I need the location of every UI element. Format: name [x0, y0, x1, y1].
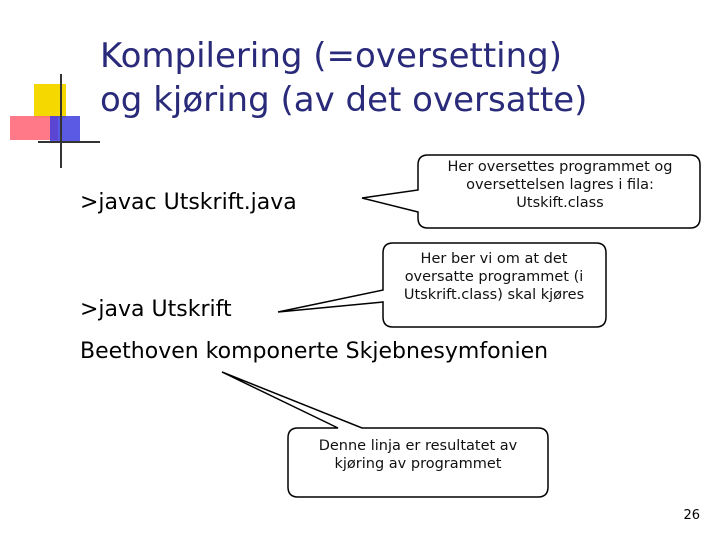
callout-result-shape [222, 372, 548, 497]
callout-result-line-2: kjøring av programmet [334, 456, 502, 472]
slide-title-line-2: og kjøring (av det oversatte) [100, 80, 588, 120]
callout-compile [420, 158, 700, 212]
javac-command: >javac Utskrift.java [80, 190, 297, 215]
callout-result-line-1: Denne linja er resultatet av [318, 438, 518, 454]
page-number: 26 [683, 508, 700, 523]
callout-result [290, 437, 546, 473]
callout-compile-line-1: Her oversettes programmet og [447, 159, 673, 175]
java-command: >java Utskrift [80, 297, 232, 322]
callout-run [384, 250, 604, 304]
slide-title-line-1: Kompilering (=oversetting) [100, 36, 562, 76]
callout-compile-line-3: Utskift.class [516, 195, 604, 211]
callout-compile-line-2: oversettelsen lagres i fila: [466, 177, 654, 193]
callout-run-line-2: oversatte programmet (i [404, 269, 584, 285]
callout-run-line-3: Utskrift.class) skal kjøres [403, 287, 585, 303]
callout-run-line-1: Her ber vi om at det [420, 251, 568, 267]
program-output: Beethoven komponerte Skjebnesymfonien [80, 339, 549, 364]
